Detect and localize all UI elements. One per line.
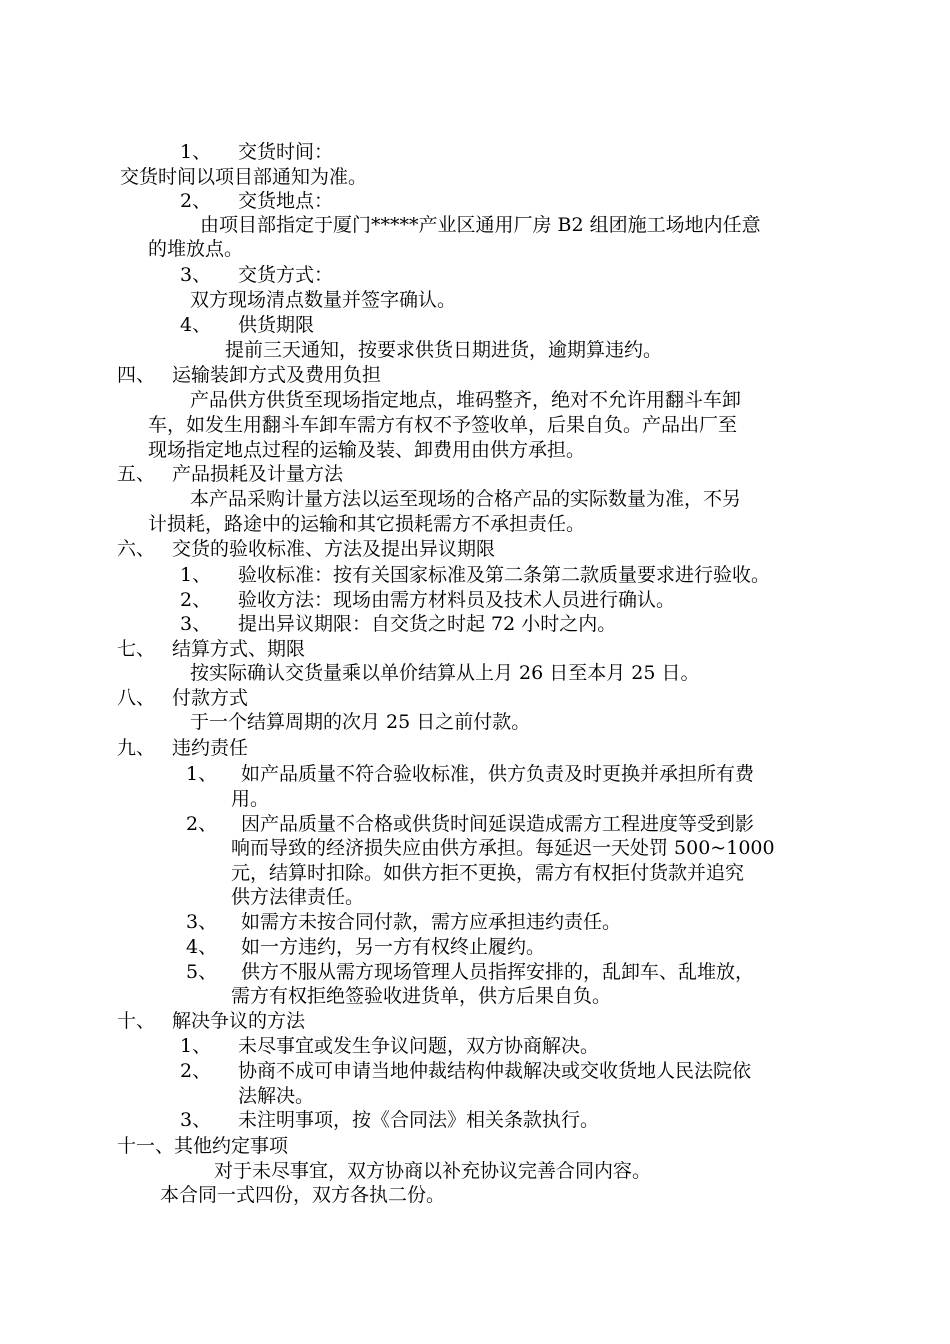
item-text: 提出异议期限：自交货之时起 72 小时之内。 — [238, 613, 617, 635]
section-4-heading — [117, 363, 381, 387]
section-8-body: 于一个结算周期的次月 25 日之前付款。 — [190, 711, 531, 733]
item-number: 1、 — [186, 763, 218, 785]
section-9-item-2-line-3: 元，结算时扣除。如供方拒不更换，需方有权拒付货款并追究 — [231, 862, 745, 884]
section-6-item-1 — [180, 563, 770, 587]
delivery-item-4-heading — [180, 313, 314, 337]
delivery-item-3-heading — [180, 263, 333, 287]
section-10-item-2-line-2: 法解决。 — [238, 1085, 315, 1107]
section-number: 十、 — [117, 1010, 156, 1032]
section-number: 八、 — [117, 687, 156, 709]
item-number: 2、 — [186, 813, 218, 835]
section-6-heading — [117, 537, 495, 561]
section-5-heading — [117, 462, 343, 486]
section-6-item-2 — [180, 588, 675, 612]
section-10-heading — [117, 1009, 305, 1033]
section-title: 交货的验收标准、方法及提出异议期限 — [172, 538, 496, 560]
item-text: 如需方未按合同付款，需方应承担违约责任。 — [241, 911, 622, 933]
section-9-item-3 — [186, 910, 621, 934]
item-number: 4、 — [180, 314, 212, 336]
section-5-body-line-2: 计损耗，路途中的运输和其它损耗需方不承担责任。 — [148, 513, 586, 535]
section-4-body-line-2: 车，如发生用翻斗车卸车需方有权不予签收单，后果自负。产品出厂至 — [148, 414, 738, 436]
item-number: 3、 — [180, 1109, 212, 1131]
section-10-item-2-line-1 — [180, 1059, 751, 1083]
section-9-heading — [117, 736, 248, 760]
item-text: 因产品质量不合格或供货时间延误造成需方工程进度等受到影 — [241, 813, 755, 835]
section-title: 结算方式、期限 — [172, 638, 306, 660]
section-title: 违约责任 — [172, 737, 249, 759]
section-title: 运输装卸方式及费用负担 — [172, 364, 382, 386]
section-9-item-2-line-2: 响而导致的经济损失应由供方承担。每延迟一天处罚 500~1000 — [231, 837, 775, 859]
section-4-body-line-1: 产品供方供货至现场指定地点，堆码整齐，绝对不允许用翻斗车卸 — [190, 389, 742, 411]
section-9-item-4 — [186, 935, 545, 959]
item-number: 1、 — [180, 141, 212, 163]
item-number: 3、 — [180, 264, 212, 286]
item-title: 交货方式： — [238, 264, 334, 286]
delivery-item-1-body: 交货时间以项目部通知为准。 — [120, 166, 368, 188]
section-10-item-1 — [180, 1034, 599, 1058]
section-9-item-1-line-1 — [186, 762, 754, 786]
item-number: 1、 — [180, 1035, 212, 1057]
section-number: 六、 — [117, 538, 156, 560]
delivery-item-2-body-line-2: 的堆放点。 — [148, 238, 244, 260]
delivery-item-1-heading — [180, 140, 333, 164]
section-9-item-5-line-2: 需方有权拒绝签验收进货单，供方后果自负。 — [231, 985, 612, 1007]
section-9-item-2-line-1 — [186, 812, 754, 836]
section-6-item-3 — [180, 612, 616, 636]
section-7-heading — [117, 637, 305, 661]
item-text: 协商不成可申请当地仲裁结构仲裁解决或交收货地人民法院依 — [238, 1060, 752, 1082]
closing-statement: 本合同一式四份，双方各执二份。 — [160, 1184, 446, 1206]
section-number: 七、 — [117, 638, 156, 660]
delivery-item-2-body-line-1: 由项目部指定于厦门*****产业区通用厂房 B2 组团施工场地内任意 — [200, 214, 761, 236]
section-11-heading: 十一、其他约定事项 — [117, 1135, 289, 1157]
item-text: 供方不服从需方现场管理人员指挥安排的，乱卸车、乱堆放， — [241, 961, 755, 983]
item-number: 5、 — [186, 961, 218, 983]
section-10-item-3 — [180, 1108, 599, 1132]
item-title: 交货地点： — [238, 190, 334, 212]
delivery-item-3-body: 双方现场清点数量并签字确认。 — [190, 289, 457, 311]
section-9-item-5-line-1 — [186, 960, 754, 984]
section-9-item-2-line-4: 供方法律责任。 — [231, 886, 365, 908]
item-title: 供货期限 — [238, 314, 315, 336]
item-text: 未注明事项，按《合同法》相关条款执行。 — [238, 1109, 600, 1131]
item-text: 如一方违约，另一方有权终止履约。 — [241, 936, 546, 958]
item-number: 3、 — [180, 613, 212, 635]
item-number: 2、 — [180, 1060, 212, 1082]
delivery-item-2-heading — [180, 189, 333, 213]
section-title: 产品损耗及计量方法 — [172, 463, 344, 485]
section-7-body: 按实际确认交货量乘以单价结算从上月 26 日至本月 25 日。 — [190, 662, 700, 684]
section-title: 解决争议的方法 — [172, 1010, 306, 1032]
item-title: 交货时间： — [238, 141, 334, 163]
section-title: 付款方式 — [172, 687, 249, 709]
section-8-heading — [117, 686, 248, 710]
item-text: 如产品质量不符合验收标准，供方负责及时更换并承担所有费 — [241, 763, 755, 785]
section-4-body-line-3: 现场指定地点过程的运输及装、卸费用由供方承担。 — [148, 439, 586, 461]
item-number: 4、 — [186, 936, 218, 958]
item-number: 3、 — [186, 911, 218, 933]
section-11-body: 对于未尽事宜，双方协商以补充协议完善合同内容。 — [214, 1160, 652, 1182]
delivery-item-4-body: 提前三天通知，按要求供货日期进货，逾期算违约。 — [225, 339, 663, 361]
item-number: 2、 — [180, 589, 212, 611]
section-number: 五、 — [117, 463, 156, 485]
section-number: 九、 — [117, 737, 156, 759]
item-text: 未尽事宜或发生争议问题，双方协商解决。 — [238, 1035, 600, 1057]
item-text: 验收方法：现场由需方材料员及技术人员进行确认。 — [238, 589, 676, 611]
item-number: 1、 — [180, 564, 212, 586]
item-text: 验收标准：按有关国家标准及第二条第二款质量要求进行验收。 — [238, 564, 771, 586]
section-5-body-line-1: 本产品采购计量方法以运至现场的合格产品的实际数量为准，不另 — [190, 488, 742, 510]
section-9-item-1-line-2: 用。 — [231, 788, 270, 810]
section-number: 四、 — [117, 364, 156, 386]
item-number: 2、 — [180, 190, 212, 212]
